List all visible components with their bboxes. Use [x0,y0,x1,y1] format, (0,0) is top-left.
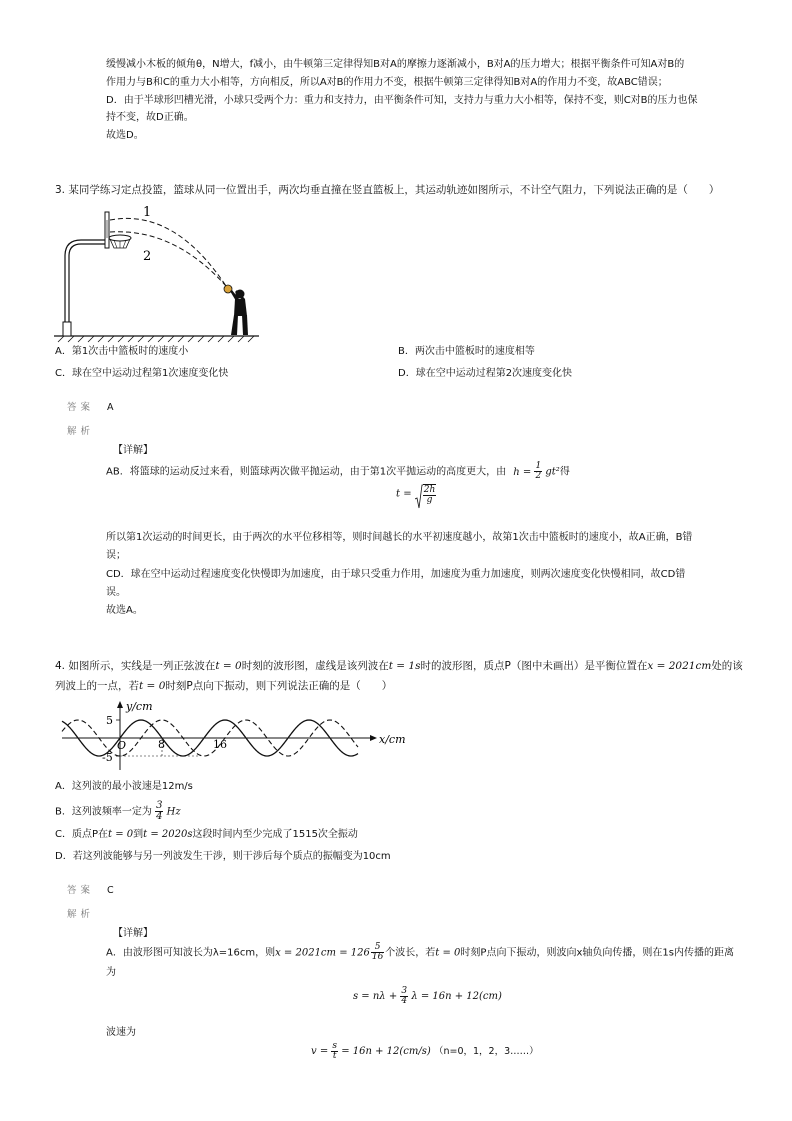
q3-solution-line-4: CD．球在空中运动过程速度变化快慢即为加速度，由于球只受重力作用，加速度为重力加速度，则两次速度变化快慢相同，故CD错 [106,569,686,580]
q4-solution-line-1: A．由波形图可知波长为λ=16cm，则x = 2021cm = 126 $\frac{5}{16}$ 个波长，若t = 0时刻P点向下振动，则波向x轴负向传播，则在1s内传播的距离 [106,942,734,962]
top-line-3: D．由于半球形凹槽光滑，小球只受两个力：重力和支持力，由平衡条件可知，支持力与重力大小相等，保持不变，则C对B的压力也保 [106,95,698,106]
q4-solution-line-3: 波速为 [106,1027,136,1038]
tick-minus-5: -5 [102,751,113,764]
q3-answer-label: 答案 [67,402,95,413]
q4-option-b: B．这列波频率一定为 $\frac{3}{4}$ Hz [55,800,181,822]
q4-wave-figure [58,698,408,773]
q4-option-c: C．质点P在t = 0到t = 2020s这段时间内至少完成了1515次全振动 [55,829,358,840]
top-line-5: 故选D。 [106,130,144,141]
q4-answer-label: 答案 [67,885,95,896]
player-silhouette [230,290,248,336]
y-axis-label: y/cm [126,700,153,713]
q4-solution-line-2: 为 [106,967,116,978]
q4-formula-s: s = nλ + $\frac{3}{4}$ λ = 16n + 12(cm) [353,985,502,1006]
top-line-2: 作用力与B和C的重力大小相等，方向相反，所以A对B的作用力不变，根据牛顿第三定律得知B对A的作用力不变，故ABC错误； [106,77,668,88]
trajectory-label-2: 2 [143,249,152,264]
origin-label: O [117,739,127,752]
q3-solution-line-2: 所以第1次运动的时间更长，由于两次的水平位移相等，则时间越长的水平初速度越小，故第1次击中篮板时的速度小，故A正确，B错 [106,532,693,543]
q3-answer: A [107,402,114,413]
q3-option-c: C．球在空中运动过程第1次速度变化快 [55,368,229,379]
tick-5: 5 [106,714,113,727]
q3-option-b: B．两次击中篮板时的速度相等 [398,346,535,357]
q3-basketball-figure [54,198,264,343]
q3-stem: 3. 某同学练习定点投篮，篮球从同一位置出手，两次均垂直撞在竖直篮板上，其运动轨迹如图所示，不计空气阻力，下列说法正确的是（ ） [55,184,720,196]
q3-solution-line-5: 误。 [106,587,126,598]
q3-solution-line-1: AB．将篮球的运动反过来看，则篮球两次做平抛运动，由于第1次平抛运动的高度更大，由 h = $\frac{1}{2}$ gt²得 [106,461,570,481]
tick-16: 16 [213,738,227,751]
q3-formula-t: t = $\frac{2h}{g}$ [396,484,436,510]
tick-8: 8 [158,738,165,751]
q4-option-d: D．若这列波能够与另一列波发生干涉，则干涉后每个质点的振幅变为10cm [55,851,391,862]
q4-answer: C [107,885,114,896]
q4-analysis-label: 解析 [67,909,95,920]
q3-option-d: D．球在空中运动过程第2次速度变化快 [398,368,573,379]
q3-detail-label: 【详解】 [113,445,153,456]
top-line-1: 缓慢减小木板的倾角θ，N增大，f减小，由牛顿第三定律得知B对A的摩擦力逐渐减小，B对A的压力增大；根据平衡条件可知A对B的 [106,59,685,70]
q4-stem-line-1: 4. 如图所示，实线是一列正弦波在t = 0时刻的波形图，虚线是该列波在t = 1s时的波形图，质点P（图中未画出）是平衡位置在x = 2021cm处的该 [55,660,743,672]
x-axis-label: x/cm [379,733,406,746]
q4-detail-label: 【详解】 [113,928,153,939]
trajectory-label-1: 1 [143,205,152,220]
trajectory-1 [110,218,226,286]
q4-stem-line-2: 列波上的一点，若t = 0时刻P点向下振动，则下列说法正确的是（ ） [55,680,393,692]
q3-solution-line-6: 故选A。 [106,605,143,616]
q3-option-a: A．第1次击中篮板时的速度小 [55,346,189,357]
q4-formula-v: v = $\frac{s}{t}$ = 16n + 12(cm/s) （n=0，1，2，3……） [311,1040,539,1061]
top-line-4: 持不变，故D正确。 [106,112,194,123]
q3-analysis-label: 解析 [67,426,95,437]
q3-solution-line-3: 误； [106,550,126,561]
q4-option-a: A．这列波的最小波速是12m/s [55,781,193,792]
